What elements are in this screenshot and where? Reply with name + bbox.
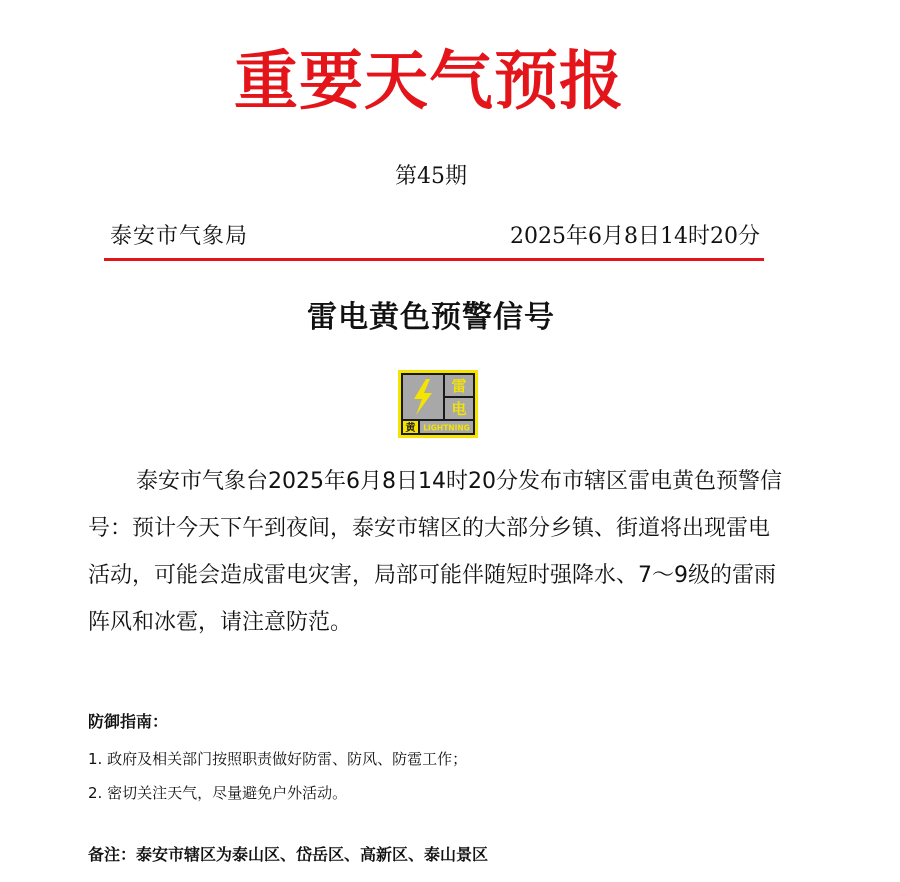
red-divider [104,258,764,261]
issuer-row [106,222,764,254]
icon-char-top: 雷 [451,377,467,395]
defense-guide-list [88,742,467,810]
defense-guide-heading: 防御指南： [88,712,169,731]
remark-note: 备注：泰安市辖区为泰山区、岱岳区、高新区、泰山景区 [88,845,489,864]
issue-datetime: 2025年6月8日14时20分 [510,224,760,249]
issue-number: 第45期 [395,164,467,189]
issuer-name: 泰安市气象局 [110,224,249,249]
icon-color-label: 黄 [405,423,416,434]
icon-char-bottom: 电 [451,400,467,418]
warning-signal-title: 雷电黄色预警信号 [307,300,555,335]
icon-en-label: LIGHTNING [423,423,470,433]
masthead-title: 重要天气预报 [234,44,624,119]
defense-guide-item: 2. 密切关注天气，尽量避免户外活动。 [88,784,348,802]
defense-guide-item: 1. 政府及相关部门按照职责做好防雷、防风、防雹工作； [88,750,468,768]
lightning-yellow-warning-icon [398,370,478,438]
warning-body-paragraph: 泰安市气象台2025年6月8日14时20分发布市辖区雷电黄色预警信号：预计今天下午到夜间，泰安市辖区的大部分乡镇、街道将出现雷电活动，可能会造成雷电灾害，局部可能伴随短时强降水、7～9级的雷雨阵风和冰雹，请注意防范。 [88,469,782,635]
